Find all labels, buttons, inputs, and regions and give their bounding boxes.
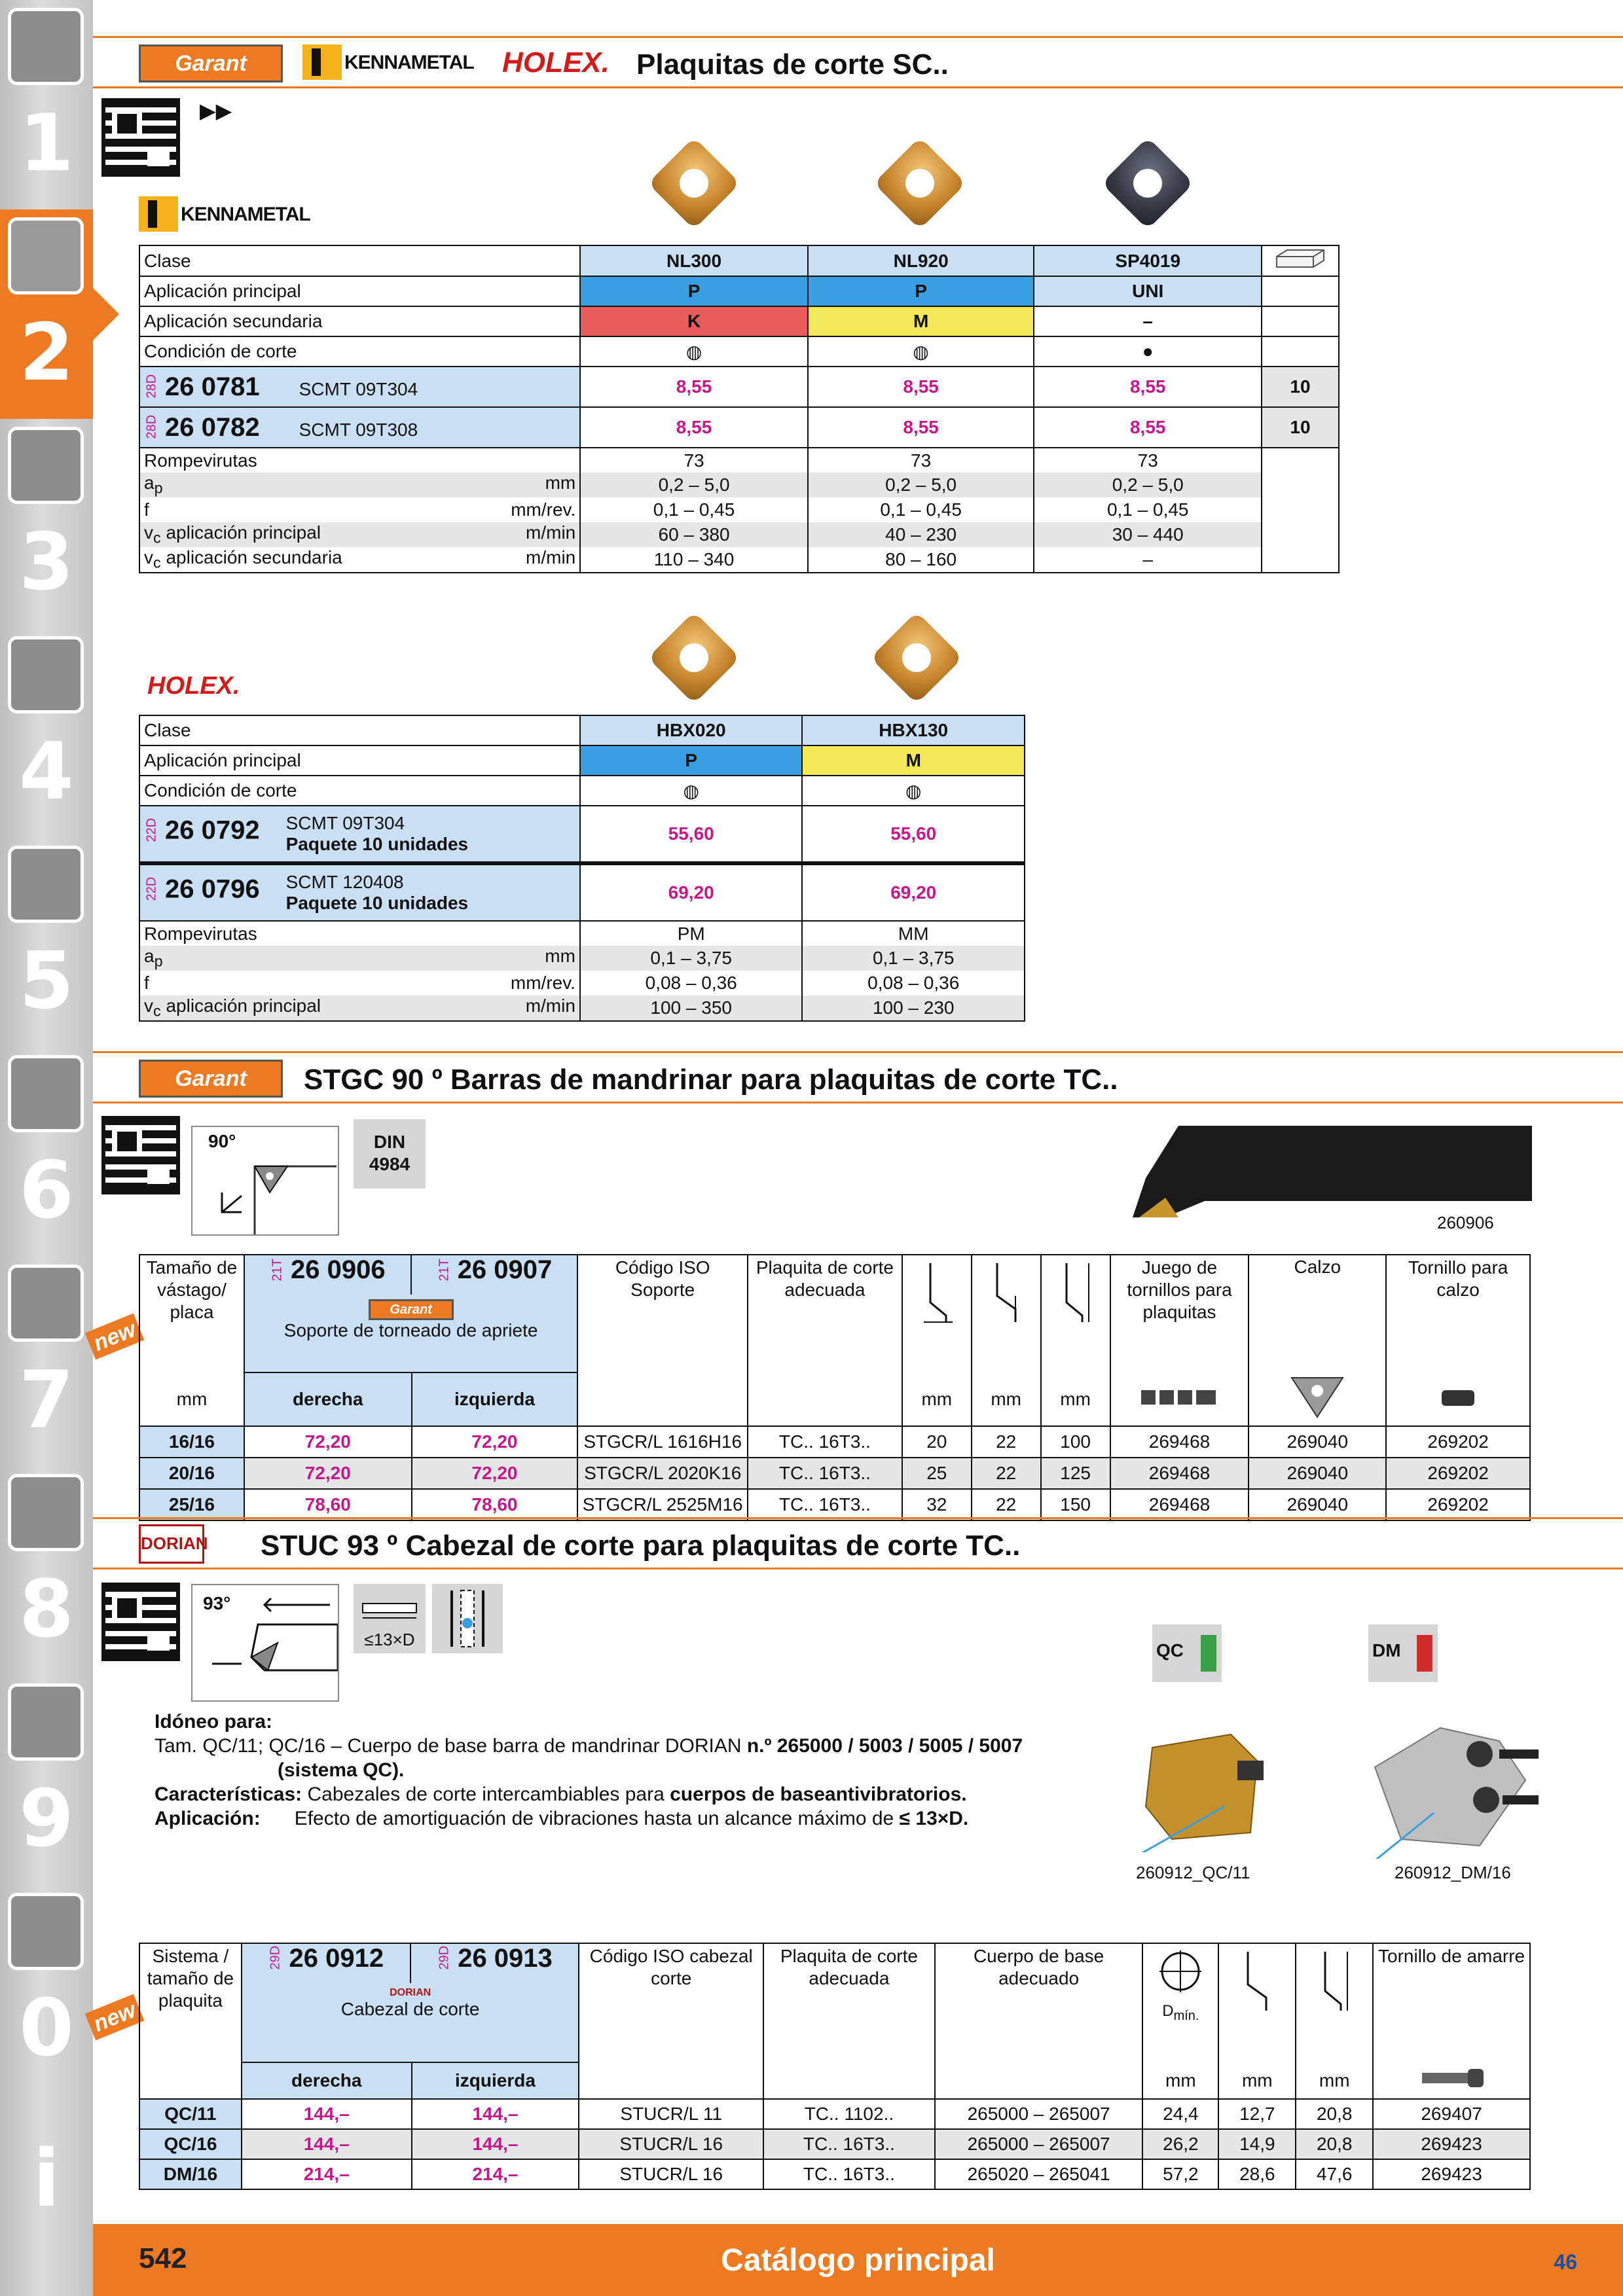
kennametal-insert-table [139, 245, 1340, 573]
table-row: Condición de corte ◍ ◍ [139, 776, 1025, 806]
table-row [139, 245, 1339, 276]
tab-chapter-8[interactable]: 8 [0, 1466, 93, 1676]
grade-header: NL300 [580, 245, 808, 276]
spec-row: f mm/rev. 0,1 – 0,45 0,1 – 0,45 0,1 – 0,45 [139, 497, 1339, 522]
insert-image-nl920 [871, 141, 969, 226]
caliper-icon [8, 636, 84, 713]
shim-icon [1249, 1372, 1386, 1426]
table-header-row: mm derecha izquierda mm mm mm [139, 1372, 1530, 1426]
tab-chapter-0[interactable]: 0 [0, 1885, 93, 2094]
table-row[interactable]: 20/16 72,20 72,20 STGCR/L 2020K16 TC.. 16T3.. 25 22 125 269468 269040 269202 [139, 1458, 1530, 1489]
insert-icon [8, 217, 84, 295]
din-badge: DIN 4984 [354, 1119, 426, 1189]
spec-row: Rompevirutas PM MM [139, 921, 1025, 946]
page-number: 542 [139, 2242, 187, 2274]
tab-chapter-7[interactable]: 7 [0, 1257, 93, 1466]
photo-label: 260912_QC/11 [1136, 1863, 1250, 1882]
cutting-head-dm-photo [1349, 1715, 1545, 1859]
row-label: Clase [139, 245, 580, 276]
article-row[interactable]: 28D 26 0782 SCMT 09T308 8,55 8,55 8,55 10 [139, 407, 1339, 448]
cutting-condition-icon: ◍ [580, 776, 803, 806]
table-row: Condición de corte ◍ ◍ ● [139, 336, 1339, 367]
boring-bar-photo [1126, 1119, 1532, 1217]
angle-93-diagram: 93° [191, 1584, 339, 1702]
qr-code[interactable] [101, 98, 180, 177]
tab-chapter-2[interactable]: 2 [0, 209, 93, 419]
dimension-c-icon [1041, 1255, 1110, 1372]
qr-code[interactable] [101, 1583, 180, 1661]
kennametal-logo: KENNAMETAL [139, 196, 310, 233]
coolant-icon [432, 1584, 503, 1653]
dimension-b-icon [972, 1255, 1041, 1372]
dorian-logo: DORIAN [139, 1524, 204, 1564]
new-badge: new [85, 1314, 145, 1360]
grade-header: SP4019 [1034, 245, 1262, 276]
cutting-condition-icon: ◍ [802, 776, 1025, 806]
stgc-table [139, 1254, 1531, 1521]
table-row[interactable]: 16/16 72,20 72,20 STGCR/L 1616H16 TC.. 16T3.. 20 22 100 269468 269040 269202 [139, 1426, 1530, 1458]
section-title: STGC 90 º Barras de mandrinar para plaquitas de corte TC.. [304, 1064, 1118, 1096]
catalog-title: Catálogo principal [721, 2243, 995, 2278]
dm-system-badge: DM [1368, 1624, 1438, 1682]
tab-chapter-1[interactable]: 1 [0, 0, 93, 209]
cutting-condition-icon: ◍ [808, 336, 1034, 367]
angle-90-diagram: 90° [191, 1126, 339, 1236]
shim-screw-icon [1386, 1372, 1530, 1426]
stuc-table [139, 1943, 1531, 2190]
dimension-c-icon [1296, 1943, 1373, 2062]
min-diameter-icon: $D_{mín.}$ [1142, 1943, 1218, 2062]
holex-logo: HOLEX. [147, 672, 240, 700]
table-header-row: Tamaño de vástago/ placa 21T 26 0906 21T 26 0907 Garant Soporte de torneado de apriete Código ISO Soporte Plaquita de corte adecuada Juego de tornillos para plaquitas Calzo Tornillo para calzo [139, 1255, 1530, 1372]
dimension-b-icon [1218, 1943, 1296, 2062]
garant-logo: Garant [139, 45, 283, 82]
table-row: Clase HBX020 HBX130 [139, 715, 1025, 745]
spec-row: $v_c$ aplicación principal m/min 100 – 350 100 – 230 [139, 996, 1025, 1021]
new-badge: new [85, 1994, 145, 2041]
tap-icon [8, 427, 84, 504]
table-row[interactable]: DM/16 214,– 214,– STUCR/L 16 TC.. 16T3.. 265020 – 265041 57,2 28,6 47,6 269423 [139, 2159, 1530, 2189]
safety-glasses-icon [8, 1893, 84, 1970]
article-row[interactable]: 22D 26 0796 SCMT 120408 Paquete 10 unidades 69,20 69,20 [139, 863, 1025, 921]
page-footer [93, 2224, 1623, 2296]
spec-row: $v_c$ aplicación secundaria m/min 110 – 340 80 – 160 – [139, 547, 1339, 573]
photo-label: 260912_DM/16 [1395, 1863, 1511, 1882]
holex-insert-table [139, 715, 1025, 1022]
forward-arrows-icon: ▶▶ [200, 99, 232, 122]
tab-chapter-5[interactable]: 5 [0, 838, 93, 1047]
section-title: Plaquitas de corte SC.. [636, 48, 949, 81]
table-row[interactable]: 25/16 78,60 78,60 STGCR/L 2525M16 TC.. 16T3.. 32 22 150 269468 269040 269202 [139, 1489, 1530, 1520]
clamping-screw-icon [1373, 2062, 1530, 2099]
insert-image-hbx020 [645, 615, 743, 700]
spec-row: $a_p$ mm 0,1 – 3,75 0,1 – 3,75 [139, 946, 1025, 971]
qc-system-badge: QC [1152, 1624, 1222, 1682]
section-header-stgc [93, 1051, 1623, 1103]
table-row[interactable]: QC/16 144,– 144,– STUCR/L 16 TC.. 16T3.. 265000 – 265007 26,2 14,9 20,8 269423 [139, 2129, 1530, 2159]
article-row[interactable]: 22D 26 0792 SCMT 09T304 Paquete 10 unidades 55,60 55,60 [139, 806, 1025, 863]
table-header-row: derecha izquierda mm mm mm [139, 2062, 1530, 2099]
tab-chapter-9[interactable]: 9 [0, 1676, 93, 1885]
section-title: STUC 93 º Cabezal de corte para plaquitas de corte TC.. [261, 1530, 1021, 1562]
wrench-icon [8, 1055, 84, 1132]
grinding-disc-icon [8, 846, 84, 923]
dimension-a-icon [902, 1255, 972, 1372]
pdf-page-number: 46 [1554, 2250, 1577, 2274]
kennametal-logo: KENNAMETAL [302, 45, 474, 81]
screw-set-icon [1110, 1372, 1249, 1426]
reach-badge: ≤13×D [354, 1584, 426, 1653]
cutting-head-qc-photo [1126, 1721, 1270, 1852]
table-header-row: Sistema / tamaño de plaquita 29D 26 0912 29D 26 0913 DORIAN Cabezal de corte Código ISO cabezal corte Plaquita de corte adecuada Cuerpo de base adecuado $D_{mín.}$ Tornillo de amarre [139, 1943, 1530, 2062]
tab-info[interactable]: i [33, 2134, 60, 2225]
cutting-condition-icon: ◍ [580, 336, 808, 367]
garant-mini-logo: Garant [245, 1297, 577, 1320]
holex-logo: HOLEX. [502, 46, 610, 79]
qr-code[interactable] [101, 1116, 180, 1194]
toolbox-icon [8, 1474, 84, 1551]
table-row: Aplicación principal P P UNI [139, 276, 1339, 306]
tab-chapter-4[interactable]: 4 [0, 628, 93, 838]
chapter-sidebar [0, 0, 93, 2296]
table-row: Aplicación principal P M [139, 745, 1025, 776]
section-header-inserts [93, 36, 1623, 88]
spec-row: $a_p$ mm 0,2 – 5,0 0,2 – 5,0 0,2 – 5,0 [139, 473, 1339, 497]
tab-chapter-3[interactable]: 3 [0, 419, 93, 628]
pliers-icon [8, 1265, 84, 1342]
cutting-condition-icon: ● [1034, 336, 1262, 367]
garant-logo: Garant [139, 1060, 283, 1098]
insert-image-nl300 [645, 141, 743, 226]
pack-icon [1262, 245, 1339, 276]
grade-header: NL920 [808, 245, 1034, 276]
table-row: Aplicación secundaria K M – [139, 306, 1339, 336]
table-row[interactable]: QC/11 144,– 144,– STUCR/L 11 TC.. 1102.. 265000 – 265007 24,4 12,7 20,8 269407 [139, 2099, 1530, 2129]
drill-icon [8, 8, 84, 85]
spec-row: $v_c$ aplicación principal m/min 60 – 380 40 – 230 30 – 440 [139, 522, 1339, 547]
stuc-description: Idóneo para: Tam. QC/11; QC/16 – Cuerpo de base barra de mandrinar DORIAN n.º 265000 / 5003 / 5005 / 5007 (sistema QC). Características: Cabezales de corte intercambiables para cuerpos de baseantivibratorios. Aplicación: Efecto de amortiguación de vibraciones hasta un alcance máximo de ≤ 13×D. [155, 1711, 1023, 1829]
cabinet-icon [8, 1683, 84, 1761]
spec-row: f mm/rev. 0,08 – 0,36 0,08 – 0,36 [139, 971, 1025, 996]
tab-chapter-6[interactable]: 6 [0, 1047, 93, 1257]
insert-image-sp4019 [1099, 141, 1197, 226]
section-header-stuc [93, 1517, 1623, 1570]
photo-label: 260906 [1437, 1213, 1494, 1232]
spec-row: Rompevirutas 73 73 73 [139, 448, 1339, 473]
article-row[interactable]: 28D 26 0781 SCMT 09T304 8,55 8,55 8,55 10 [139, 367, 1339, 407]
insert-image-hbx130 [867, 615, 966, 700]
dorian-mini-logo: DORIAN [390, 1987, 431, 1998]
